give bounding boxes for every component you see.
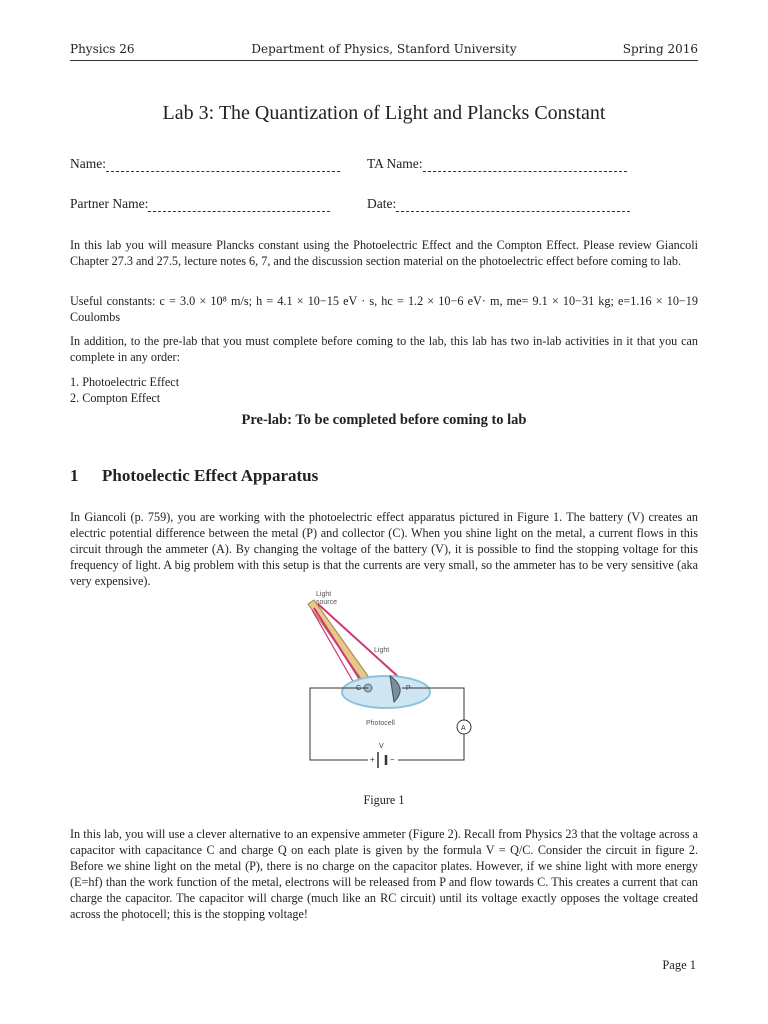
partner-name-blank[interactable]: [148, 199, 330, 212]
section-paragraph: In Giancoli (p. 759), you are working with the photoelectric effect apparatus pictured in Figure 1. The battery (V) creates an electric potential difference between the metal (P) and collector (C). When you shine light on the metal, a current flows in this circuit through the ammeter (A). By changing the voltage of the battery (V), it is possible to find the stopping voltage for this frequency of light. A big problem with this setup is that the currents are very small, so the ammeter has to be very sensitive (aka very expensive).: [70, 510, 698, 588]
header-rule: [70, 60, 698, 61]
addition-paragraph: In addition, to the pre-lab that you must complete before coming to the lab, this lab has two in-lab activities in it that you can complete in any order:: [70, 334, 698, 364]
page-number: Page 1: [662, 958, 696, 972]
ta-name-field[interactable]: [367, 156, 627, 172]
header-department: Department of Physics, Stanford University: [251, 42, 517, 56]
section-heading: [70, 466, 318, 486]
label-voltage: V: [379, 743, 384, 750]
label-minus: −: [390, 755, 395, 764]
label-ammeter: A: [461, 725, 466, 732]
date-label: Date:: [367, 196, 397, 211]
date-blank[interactable]: [396, 199, 630, 212]
constants-paragraph: Useful constants: c = 3.0 × 10⁸ m/s; h = 4.1 × 10−15 eV · s, hc = 1.2 × 10−6 eV· m, me= 9.1 × 10−31 kg; e=1.16 × 10−19 Coulombs: [70, 294, 698, 324]
figure-caption: Figure 1: [363, 793, 405, 807]
date-field[interactable]: [367, 196, 630, 212]
running-header: [70, 42, 698, 60]
intro-paragraph: In this lab you will measure Plancks constant using the Photoelectric Effect and the Compton Effect. Please review Giancoli Chapter 27.3 and 27.5, lecture notes 6, 7, and the discussion section material on the photoelectric effect before coming to lab.: [70, 238, 698, 268]
label-c: C: [356, 685, 362, 692]
photocell-glow: [342, 676, 430, 708]
ta-name-label: TA Name:: [367, 156, 423, 171]
photoelectric-apparatus-figure: [298, 590, 476, 770]
section-title: Photoelectic Effect Apparatus: [102, 466, 319, 485]
light-beam-1: [314, 608, 364, 686]
partner-name-label: Partner Name:: [70, 196, 149, 211]
activity-list: [70, 374, 698, 406]
page-title: Lab 3: The Quantization of Light and Plancks Constant: [162, 102, 606, 124]
label-plus: +: [370, 755, 375, 764]
closing-paragraph: In this lab, you will use a clever alternative to an expensive ammeter (Figure 2). Recall from Physics 23 that the voltage across a capacitor with capacitance C and charge Q on each plate is given by the formula V = Q/C. Consider the circuit in figure 2. Before we shine light on the metal (P), there is no charge on the capacitor plates. However, if we shine light with more energy (E=hf) than the work function of the metal, electrons will be released from P and flow towards C. This creates a current that can charge the capacitor. The capacitor will charge (much like an RC circuit) until its voltage exactly opposes the voltage created across the photocell; this is the stopping voltage!: [70, 827, 698, 921]
name-field[interactable]: [70, 156, 340, 172]
light-beam-3: [312, 610, 358, 690]
label-photocell: Photocell: [366, 720, 395, 727]
label-light-source-1: Light: [316, 591, 332, 598]
prelab-heading: Pre-lab: To be completed before coming to lab: [241, 412, 527, 428]
name-blank[interactable]: [106, 159, 340, 172]
header-course: Physics 26: [70, 42, 135, 56]
ta-name-blank[interactable]: [423, 159, 627, 172]
label-light: Light: [374, 647, 390, 654]
partner-name-field[interactable]: [70, 196, 330, 212]
label-light-source-2: source: [316, 599, 338, 606]
label-p: P: [406, 685, 411, 692]
name-label: Name:: [70, 156, 106, 171]
header-term: Spring 2016: [622, 42, 698, 56]
section-number: 1: [70, 466, 79, 485]
list-item: 1. Photoelectric Effect: [70, 375, 180, 389]
circuit-bottom-wire: [398, 734, 464, 760]
list-item: 2. Compton Effect: [70, 391, 161, 405]
